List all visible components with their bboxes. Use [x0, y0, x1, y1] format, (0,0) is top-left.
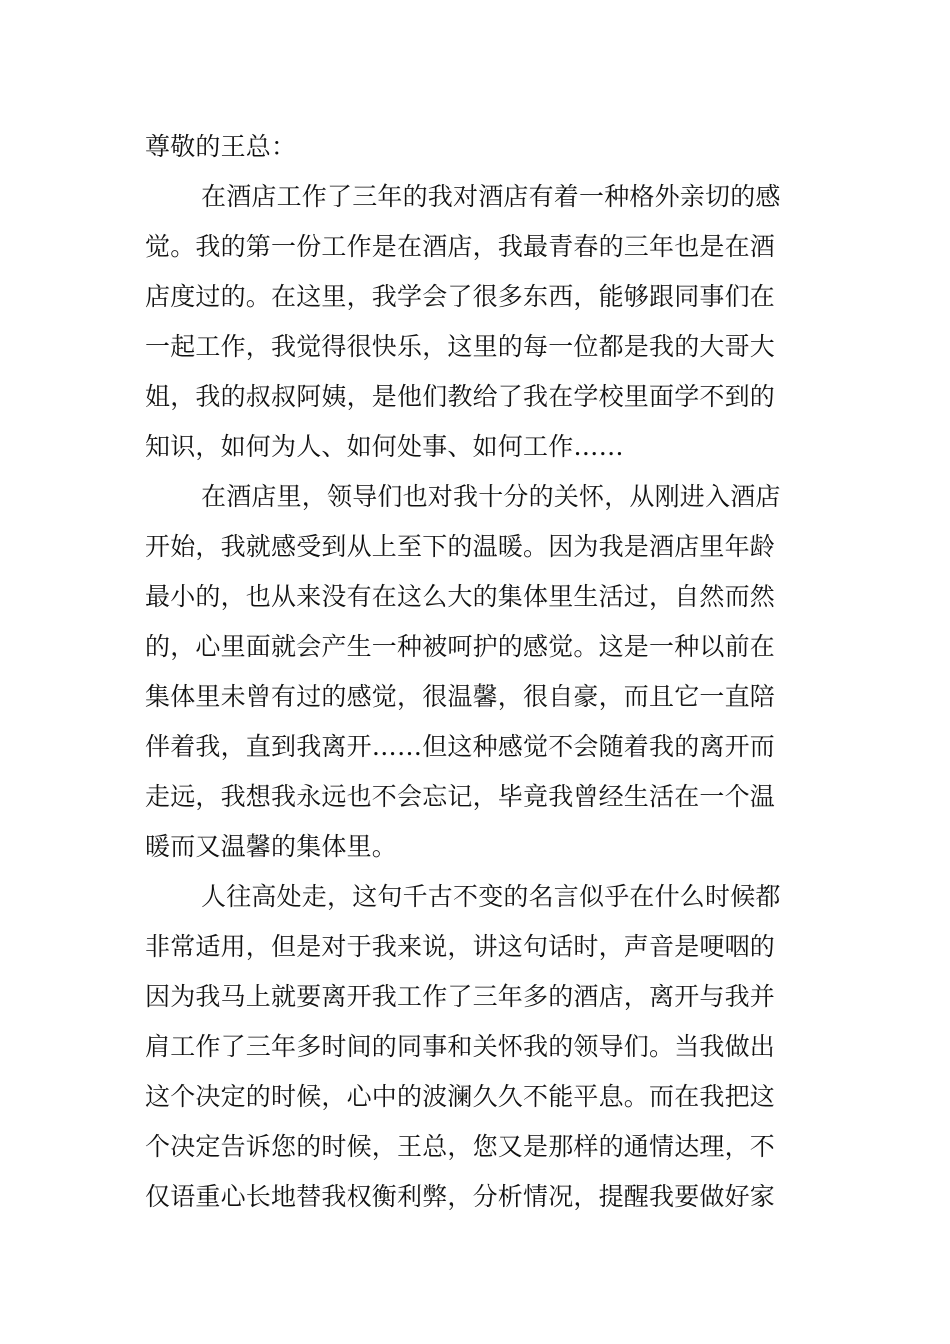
paragraph-3-line-4: 肩工作了三年多时间的同事和关怀我的领导们。当我做出 — [145, 1032, 776, 1061]
paragraph-1-line-5: 姐，我的叔叔阿姨，是他们教给了我在学校里面学不到的 — [145, 382, 776, 411]
salutation: 尊敬的王总： — [145, 132, 297, 161]
paragraph-2-line-6: 伴着我，直到我离开……但这种感觉不会随着我的离开而 — [145, 732, 776, 761]
paragraph-1-line-1: 在酒店工作了三年的我对酒店有着一种格外亲切的感 — [201, 182, 781, 211]
paragraph-1-line-3: 店度过的。在这里，我学会了很多东西，能够跟同事们在 — [145, 282, 776, 311]
paragraph-3-line-2: 非常适用，但是对于我来说，讲这句话时，声音是哽咽的 — [145, 932, 776, 961]
paragraph-1-line-6: 知识，如何为人、如何处事、如何工作…… — [145, 432, 624, 461]
paragraph-1-line-4: 一起工作，我觉得很快乐，这里的每一位都是我的大哥大 — [145, 332, 776, 361]
paragraph-2-line-3: 最小的，也从来没有在这么大的集体里生活过，自然而然 — [145, 582, 776, 611]
paragraph-2-line-7: 走远，我想我永远也不会忘记，毕竟我曾经生活在一个温 — [145, 782, 776, 811]
paragraph-2-line-5: 集体里未曾有过的感觉，很温馨，很自豪，而且它一直陪 — [145, 682, 776, 711]
paragraph-3-line-6: 个决定告诉您的时候，王总，您又是那样的通情达理，不 — [145, 1132, 776, 1161]
paragraph-2-line-4: 的，心里面就会产生一种被呵护的感觉。这是一种以前在 — [145, 632, 776, 661]
paragraph-2-line-1: 在酒店里，领导们也对我十分的关怀，从刚进入酒店 — [201, 482, 781, 511]
paragraph-1-line-2: 觉。我的第一份工作是在酒店，我最青春的三年也是在酒 — [145, 232, 776, 261]
paragraph-2-line-2: 开始，我就感受到从上至下的温暖。因为我是酒店里年龄 — [145, 532, 776, 561]
letter-body — [145, 122, 810, 1222]
paragraph-3-line-5: 这个决定的时候，心中的波澜久久不能平息。而在我把这 — [145, 1082, 776, 1111]
paragraph-3-line-1: 人往高处走，这句千古不变的名言似乎在什么时候都 — [201, 882, 781, 911]
paragraph-2-line-8: 暖而又温馨的集体里。 — [145, 832, 398, 861]
paragraph-3-line-7: 仅语重心长地替我权衡利弊，分析情况，提醒我要做好家 — [145, 1182, 776, 1211]
paragraph-3-line-3: 因为我马上就要离开我工作了三年多的酒店，离开与我并 — [145, 982, 776, 1011]
